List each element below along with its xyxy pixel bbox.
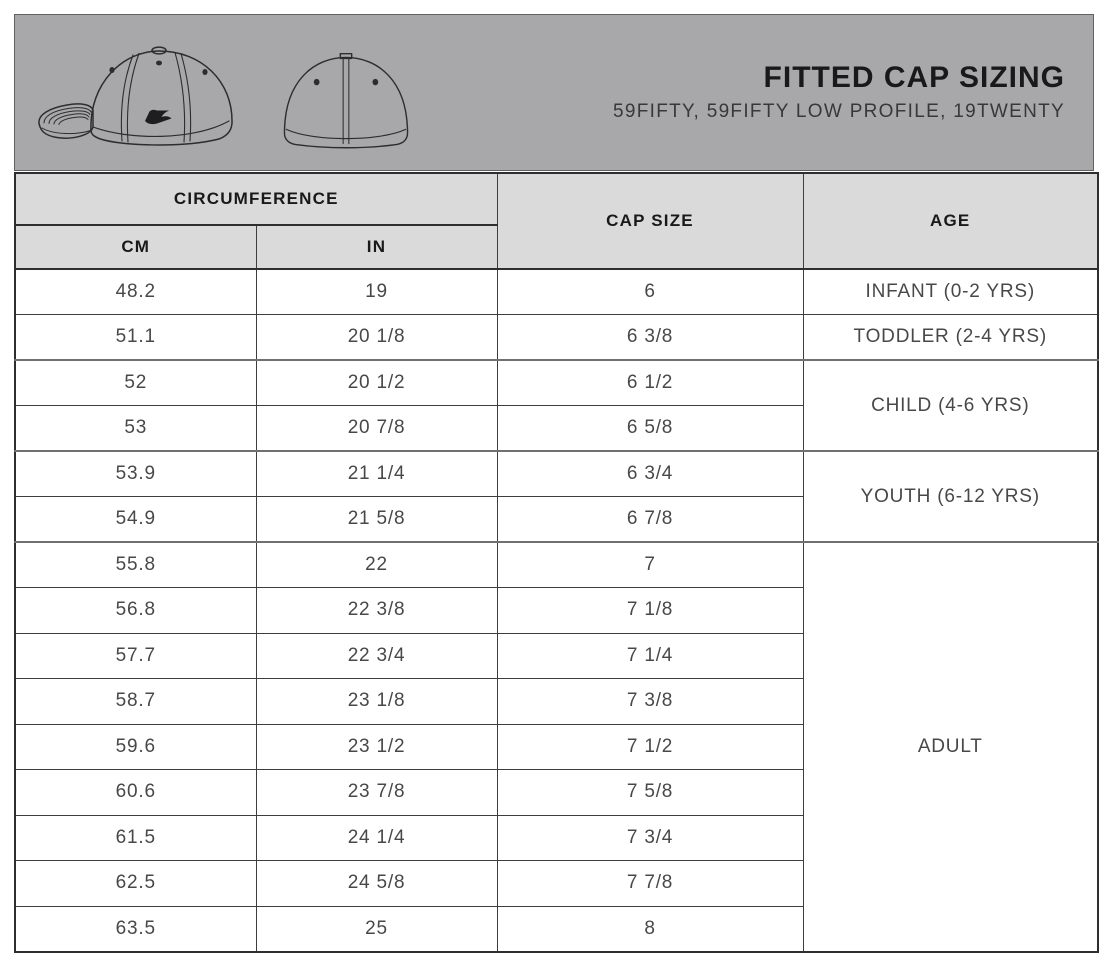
cell-in: 21 5/8	[256, 497, 497, 543]
cap-back-view-icon	[275, 44, 417, 158]
cell-age-group: INFANT (0-2 YRS)	[803, 269, 1098, 315]
cell-in: 19	[256, 269, 497, 315]
cell-cm: 48.2	[15, 269, 256, 315]
cell-cap-size: 6 3/4	[497, 451, 803, 497]
cell-cm: 61.5	[15, 815, 256, 861]
cell-in: 20 7/8	[256, 406, 497, 452]
cell-cap-size: 7	[497, 542, 803, 588]
table-row	[15, 315, 1098, 361]
cell-cap-size: 6	[497, 269, 803, 315]
cell-cm: 53	[15, 406, 256, 452]
cell-cm: 51.1	[15, 315, 256, 361]
cell-cm: 59.6	[15, 724, 256, 770]
table-row	[15, 360, 1098, 406]
cell-in: 20 1/2	[256, 360, 497, 406]
cell-cap-size: 7 5/8	[497, 770, 803, 816]
col-header-circumference: CIRCUMFERENCE	[15, 173, 497, 225]
page-title: FITTED CAP SIZING	[763, 60, 1065, 94]
col-header-cap-size: CAP SIZE	[497, 173, 803, 269]
cell-cm: 54.9	[15, 497, 256, 543]
cell-cap-size: 8	[497, 906, 803, 952]
cell-cap-size: 7 3/4	[497, 815, 803, 861]
cell-in: 23 1/2	[256, 724, 497, 770]
cell-cm: 56.8	[15, 588, 256, 634]
cell-cap-size: 7 3/8	[497, 679, 803, 725]
cell-cm: 55.8	[15, 542, 256, 588]
cap-side-view-icon	[33, 38, 261, 158]
col-header-in: IN	[256, 225, 497, 269]
cell-in: 23 1/8	[256, 679, 497, 725]
cell-cap-size: 6 5/8	[497, 406, 803, 452]
cell-cap-size: 7 7/8	[497, 861, 803, 907]
cell-cm: 57.7	[15, 633, 256, 679]
cell-age-group: CHILD (4-6 YRS)	[803, 360, 1098, 451]
col-header-cm: CM	[15, 225, 256, 269]
cell-cap-size: 7 1/8	[497, 588, 803, 634]
sizing-table	[14, 172, 1099, 953]
flag-logo-icon	[145, 109, 172, 123]
cell-in: 25	[256, 906, 497, 952]
cell-cap-size: 7 1/4	[497, 633, 803, 679]
cell-cm: 58.7	[15, 679, 256, 725]
table-row	[15, 269, 1098, 315]
table-header	[15, 173, 1098, 269]
cell-in: 22 3/8	[256, 588, 497, 634]
cap-illustrations	[33, 28, 417, 158]
cell-in: 22	[256, 542, 497, 588]
cell-cm: 53.9	[15, 451, 256, 497]
cell-cm: 60.6	[15, 770, 256, 816]
cell-cap-size: 7 1/2	[497, 724, 803, 770]
banner	[14, 14, 1094, 171]
cell-cap-size: 6 3/8	[497, 315, 803, 361]
cell-age-group: ADULT	[803, 542, 1098, 952]
cell-cm: 52	[15, 360, 256, 406]
cell-cm: 62.5	[15, 861, 256, 907]
cell-in: 20 1/8	[256, 315, 497, 361]
cell-in: 22 3/4	[256, 633, 497, 679]
col-header-age: AGE	[803, 173, 1098, 269]
cell-in: 24 5/8	[256, 861, 497, 907]
cell-cap-size: 6 7/8	[497, 497, 803, 543]
banner-text	[613, 62, 1065, 124]
table-row	[15, 451, 1098, 497]
cell-in: 21 1/4	[256, 451, 497, 497]
table-row	[15, 542, 1098, 588]
cell-age-group: YOUTH (6-12 YRS)	[803, 451, 1098, 542]
page-subtitle: 59FIFTY, 59FIFTY LOW PROFILE, 19TWENTY	[612, 101, 1065, 123]
cell-in: 23 7/8	[256, 770, 497, 816]
cell-cm: 63.5	[15, 906, 256, 952]
cell-in: 24 1/4	[256, 815, 497, 861]
cell-age-group: TODDLER (2-4 YRS)	[803, 315, 1098, 361]
cell-cap-size: 6 1/2	[497, 360, 803, 406]
